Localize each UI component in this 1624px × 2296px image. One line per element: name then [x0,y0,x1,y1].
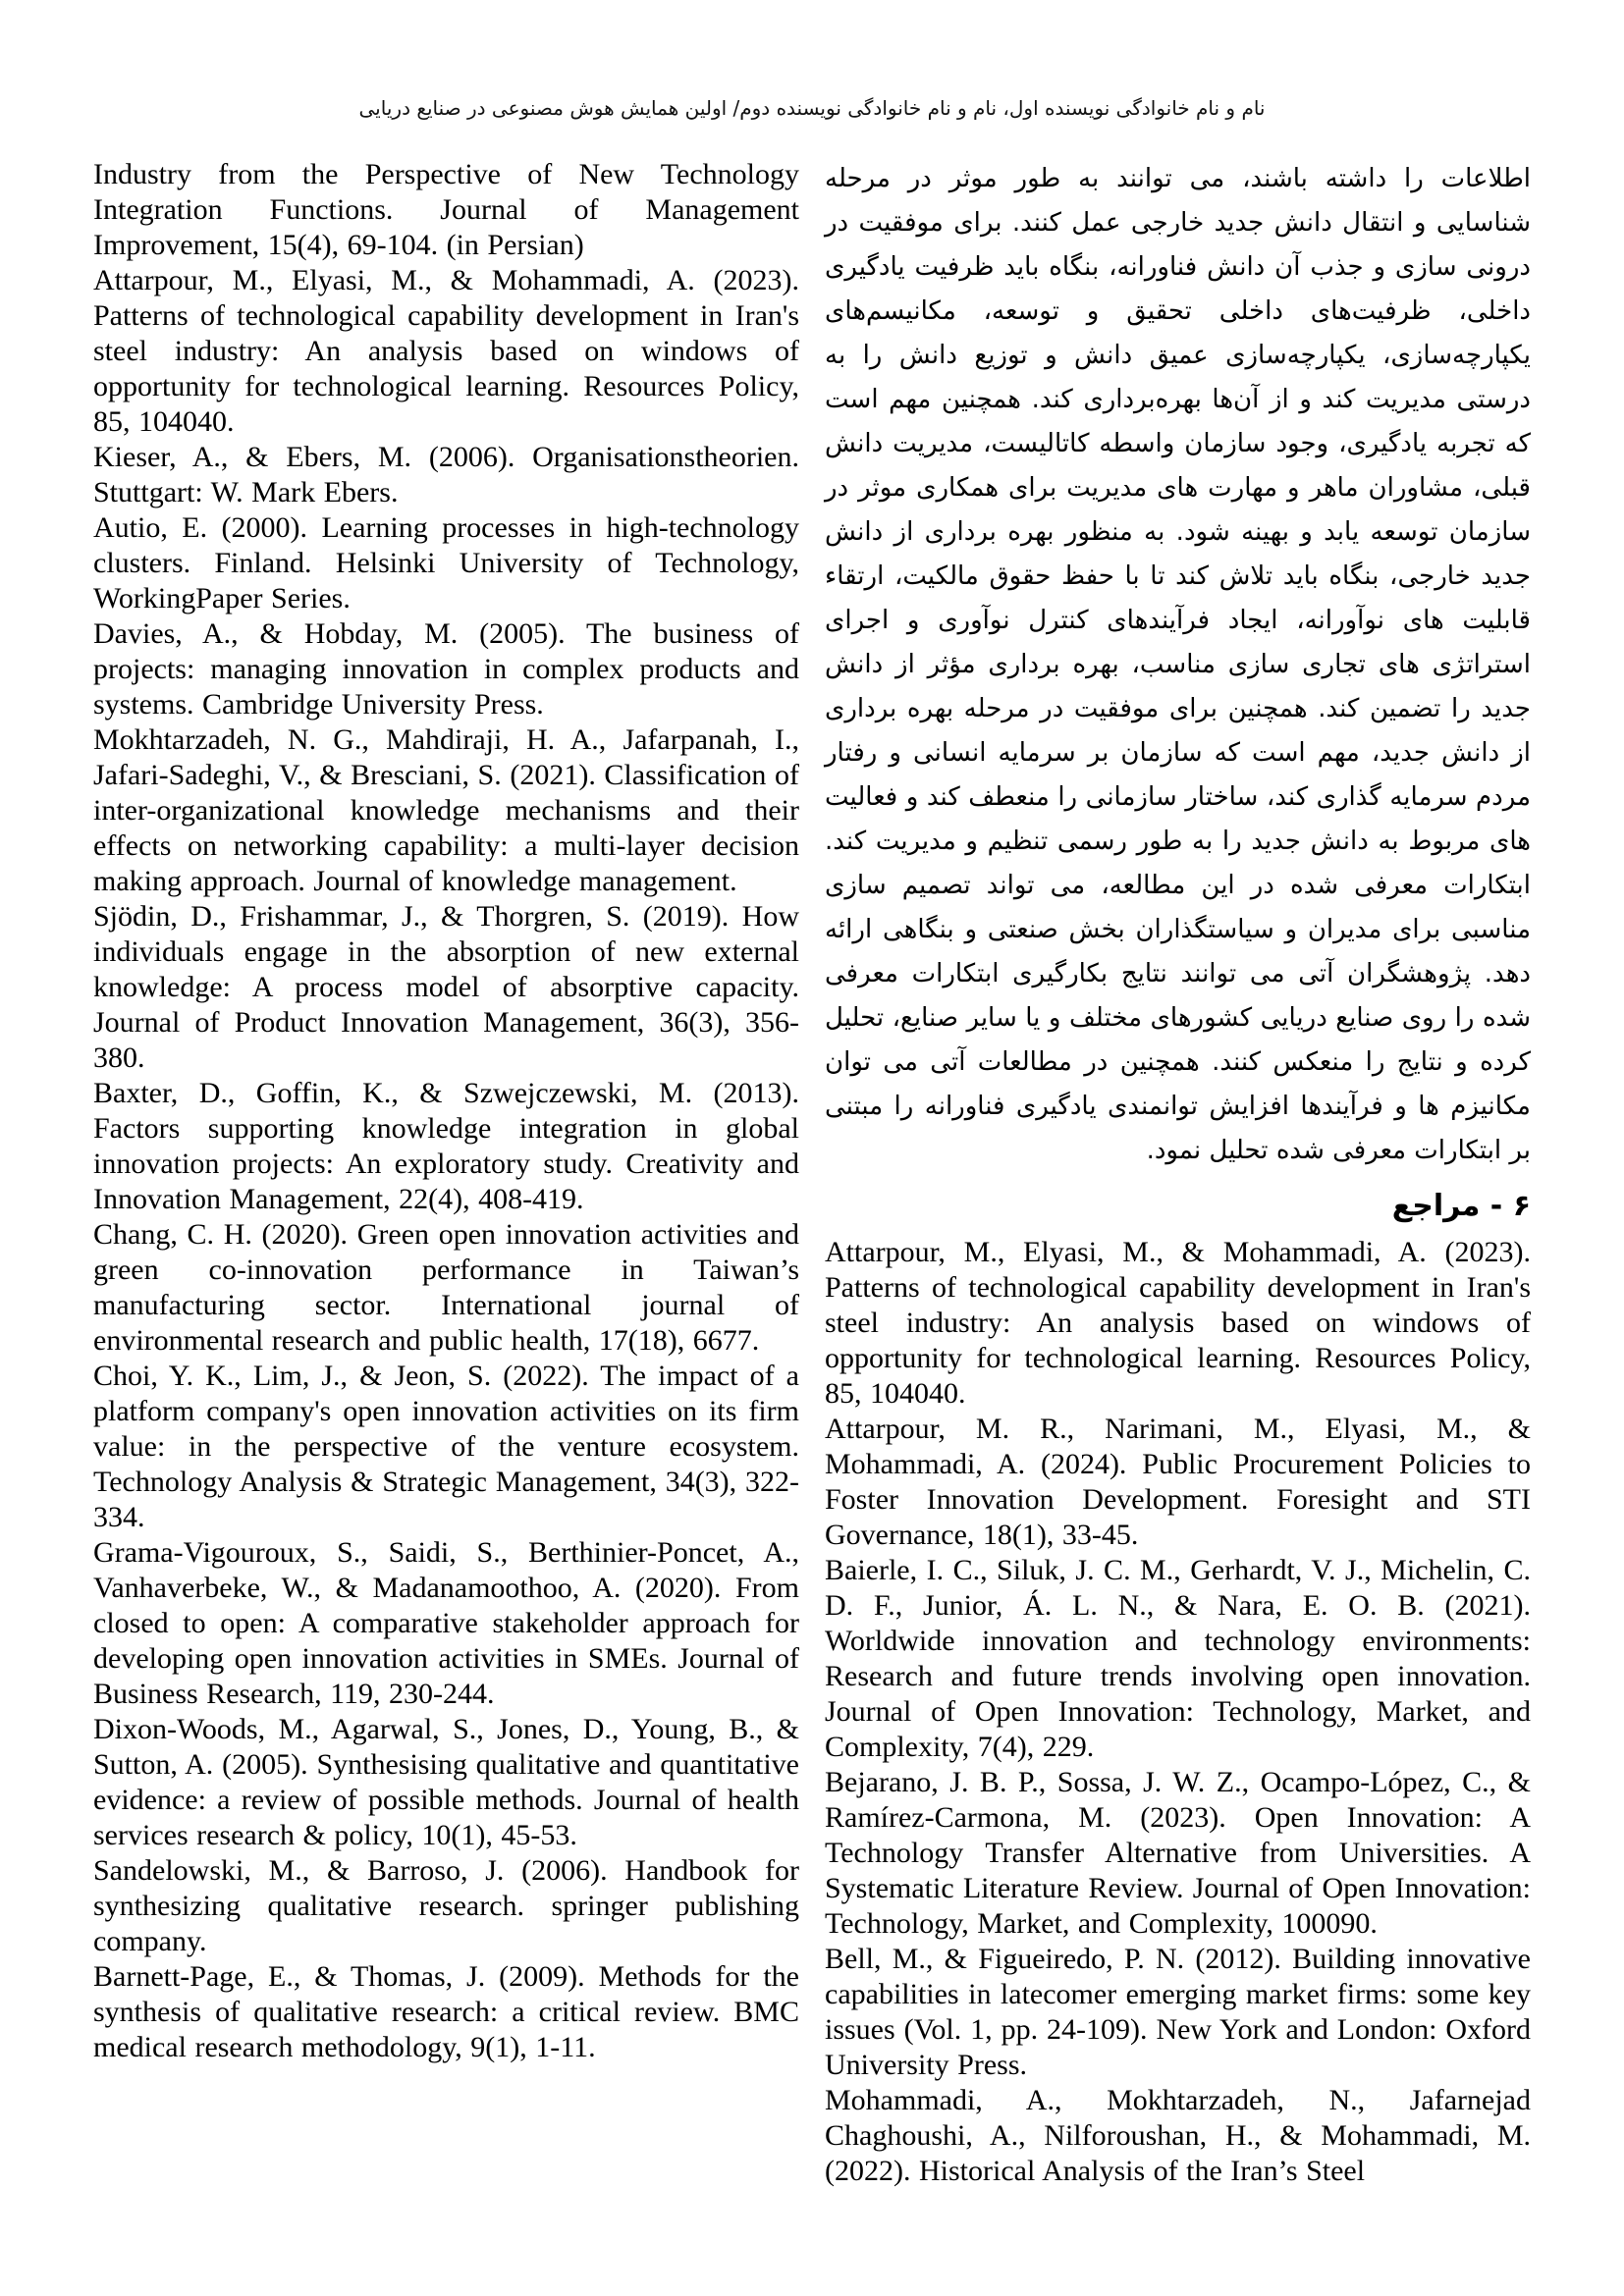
reference-entry: Barnett-Page, E., & Thomas, J. (2009). Methods for the synthesis of qualitative research: a critical review. BMC medical research methodology, 9(1), 1-11. [93,1960,799,2063]
reference-entry: Attarpour, M., Elyasi, M., & Mohammadi, A. (2023). Patterns of technological capability development in Iran's steel industry: An analysis based on windows of opportunity for technological learning. Resources Policy, 85, 104040. [93,264,799,438]
reference-entry: Bell, M., & Figueiredo, P. N. (2012). Building innovative capabilities in latecomer emerging market firms: some key issues (Vol. 1, pp. 24-109). New York and London: Oxford University Press. [825,1943,1531,2081]
reference-entry: Baxter, D., Goffin, K., & Szwejczewski, M. (2013). Factors supporting knowledge integration in global innovation projects: An exploratory study. Creativity and Innovation Management, 22(4), 408-419. [93,1077,799,1215]
reference-entry: Choi, Y. K., Lim, J., & Jeon, S. (2022). The impact of a platform company's open innovation activities on its firm value: in the perspective of the venture ecosystem. Technology Analysis & Strategic Management, 34(3), 322-334. [93,1360,799,1533]
reference-entry: Kieser, A., & Ebers, M. (2006). Organisationstheorien. Stuttgart: W. Mark Ebers. [93,441,799,508]
reference-entry: Sjödin, D., Frishammar, J., & Thorgren, S. (2019). How individuals engage in the absorption of new external knowledge: A process model of absorptive capacity. Journal of Product Innovation Management, 36(3), 356-380. [93,900,799,1074]
reference-entry: Attarpour, M. R., Narimani, M., Elyasi, M., & Mohammadi, A. (2024). Public Procurement Policies to Foster Innovation Development. Foresight and STI Governance, 18(1), 33-45. [825,1413,1531,1551]
reference-entry: Dixon-Woods, M., Agarwal, S., Jones, D., Young, B., & Sutton, A. (2005). Synthesising qualitative and quantitative evidence: a review of possible methods. Journal of health services research & policy, 10(1), 45-53. [93,1713,799,1851]
reference-entry: Industry from the Perspective of New Technology Integration Functions. Journal of Management Improvement, 15(4), 69-104. (in Persian) [93,158,799,261]
reference-entry: Attarpour, M., Elyasi, M., & Mohammadi, A. (2023). Patterns of technological capability development in Iran's steel industry: An analysis based on windows of opportunity for technological learning. Resources Policy, 85, 104040. [825,1236,1531,1410]
reference-entry: Baierle, I. C., Siluk, J. C. M., Gerhardt, V. J., Michelin, C. D. F., Junior, Á. L. N., & Nara, E. O. B. (2021). Worldwide innovation and technology environments: Research and future trends involving open innovation. Journal of Open Innovation: Technology, Market, and Complexity, 7(4), 229. [825,1554,1531,1763]
reference-entry: Autio, E. (2000). Learning processes in high-technology clusters. Finland. Helsinki University of Technology, WorkingPaper Series. [93,511,799,614]
left-column [93,157,799,2065]
right-column [825,157,1531,2189]
reference-entry: Mohammadi, A., Mokhtarzadeh, N., Jafarnejad Chaghoushi, A., Nilforoushan, H., & Mohammadi, M. (2022). Historical Analysis of the Iran’s Steel [825,2084,1531,2187]
reference-entry: Sandelowski, M., & Barroso, J. (2006). Handbook for synthesizing qualitative research. springer publishing company. [93,1854,799,1957]
reference-entry: Davies, A., & Hobday, M. (2005). The business of projects: managing innovation in complex products and systems. Cambridge University Press. [93,617,799,721]
reference-entry: Mokhtarzadeh, N. G., Mahdiraji, H. A., Jafarpanah, I., Jafari-Sadeghi, V., & Bresciani, S. (2021). Classification of inter-organizational knowledge mechanisms and their effects on networking capability: a multi-layer decision making approach. Journal of knowledge management. [93,723,799,897]
reference-entry: Grama-Vigouroux, S., Saidi, S., Berthinier-Poncet, A., Vanhaverbeke, W., & Madanamoothoo, A. (2020). From closed to open: A comparative stakeholder approach for developing open innovation activities in SMEs. Journal of Business Research, 119, 230-244. [93,1536,799,1710]
persian-paragraph: اطلاعات را داشته باشند، می توانند به طور موثر در مرحله شناسایی و انتقال دانش جدید خارجی عمل کنند. برای موفقیت در درونی سازی و جذب آن دانش فناورانه، بنگاه باید ظرفیت یادگیری داخلی، ظرفیت‌های داخلی تحقیق و توسعه، مکانیسم‌های یکپارچه‌سازی، یکپارچه‌سازی عمیق دانش و توزیع دانش را به درستی مدیریت کند و از آن‌ها بهره‌برداری کند. همچنین مهم است که تجربه یادگیری، وجود سازمان واسطه کاتالیست، مدیریت دانش قبلی، مشاوران ماهر و مهارت های مدیریت برای همکاری موثر در سازمان توسعه یابد و بهینه شود. به منظور بهره برداری از دانش جدید خارجی، بنگاه باید تلاش کند تا با حفظ حقوق مالکیت، ارتقاء قابلیت های نوآورانه، ایجاد فرآیندهای کنترل نوآوری و اجرای استراتژی های تجاری سازی مناسب، بهره برداری مؤثر از دانش جدید را تضمین کند. همچنین برای موفقیت در مرحله بهره برداری از دانش جدید، مهم است که سازمان بر سرمایه انسانی و رفتار مردم سرمایه گذاری کند، ساختار سازمانی را منعطف کند و فعالیت های مربوط به دانش جدید را به طور رسمی تنظیم و مدیریت کند. ابتکارات معرفی شده در این مطالعه، می تواند تصمیم سازی مناسبی برای مدیران و سیاستگذاران بخش صنعتی و بنگاهی ارائه دهد. پژوهشگران آتی می توانند نتایج بکارگیری ابتکارات معرفی شده را روی صنایع دریایی کشورهای مختلف و یا سایر صنایع، تحلیل کرده و نتایج را منعکس کنند. همچنین در مطالعات آتی می توان مکانیزم ها و فرآیندها افزایش توانمندی یادگیری فناورانه را مبتنی بر ابتکارات معرفی شده تحلیل نمود. [825,164,1531,1165]
running-header: نام و نام خانوادگی نویسنده اول، نام و نام خانوادگی نویسنده دوم/ اولین همایش هوش مصنوعی در صنایع دریایی [358,96,1266,120]
references-section-heading: ۶ - مراجع [1391,1189,1531,1223]
reference-entry: Chang, C. H. (2020). Green open innovation activities and green co-innovation performance in Taiwan’s manufacturing sector. International journal of environmental research and public health, 17(18), 6677. [93,1218,799,1357]
reference-entry: Bejarano, J. B. P., Sossa, J. W. Z., Ocampo-López, C., & Ramírez-Carmona, M. (2023). Open Innovation: A Technology Transfer Alternative from Universities. A Systematic Literature Review. Journal of Open Innovation: Technology, Market, and Complexity, 100090. [825,1766,1531,1940]
